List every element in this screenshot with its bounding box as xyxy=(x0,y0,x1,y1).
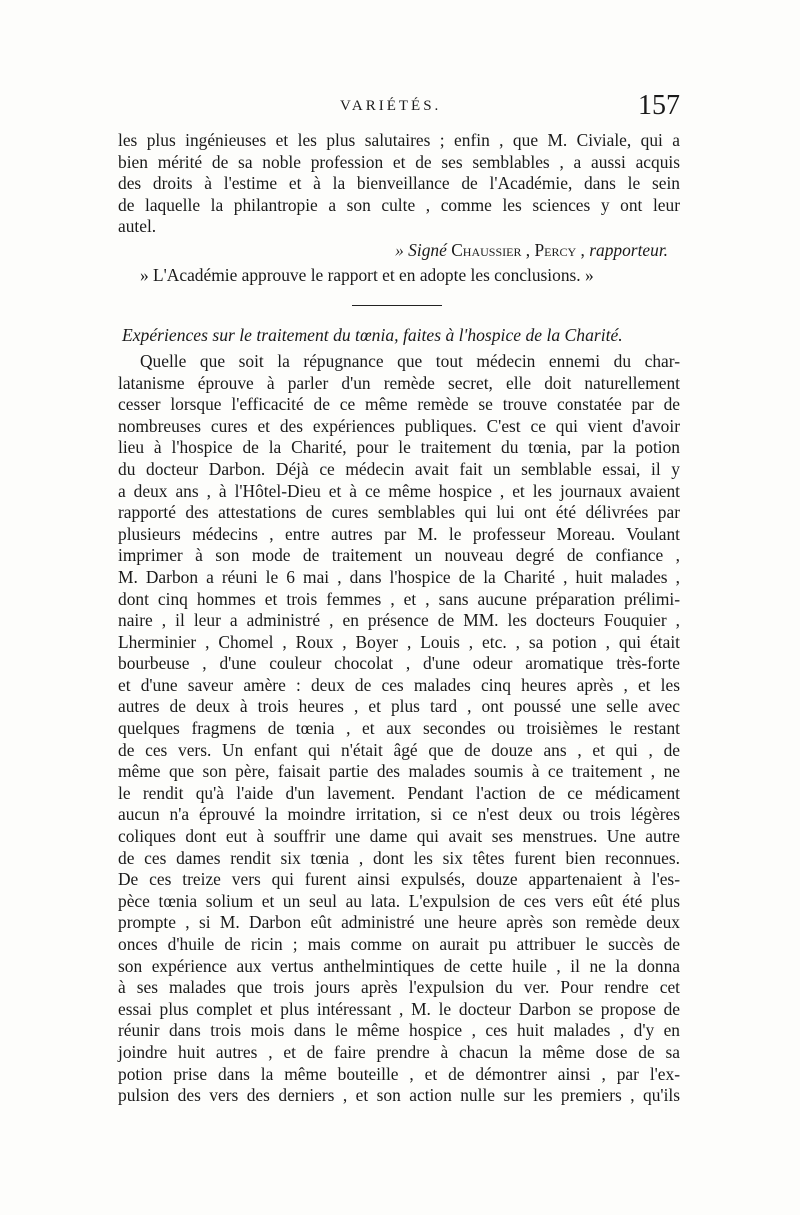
text-line: bourbeuse , d'une couleur chocolat , d'une odeur aromatique très-forte xyxy=(118,653,680,674)
text-line: imprimer à son mode de traitement un nouveau degré de confiance , xyxy=(118,545,680,566)
text-block xyxy=(118,90,680,1107)
text-line: De ces treize vers qui furent ainsi expulsés, douze appartenaient à l'es- xyxy=(118,869,680,890)
approval-statement: » L'Académie approuve le rapport et en adopte les conclusions. » xyxy=(140,264,594,285)
section-heading: Expériences sur le traitement du tœnia, faites à l'hospice de la Charité. xyxy=(122,324,623,345)
text-line: Lherminier , Chomel , Roux , Boyer , Louis , etc. , sa potion , qui était xyxy=(118,631,680,652)
text-line: réunir dans trois mois dans le même hospice , ces huit malades , d'y en xyxy=(118,1020,680,1041)
page-number: 157 xyxy=(638,90,680,121)
text-line: à ses malades que trois jours après l'expulsion du ver. Pour rendre cet xyxy=(118,977,680,998)
text-line: dont cinq hommes et trois femmes , et , sans aucune préparation prélimi- xyxy=(118,588,680,609)
text-line: autres de deux à trois heures , et plus tard , ont poussé une selle avec xyxy=(118,696,680,717)
text-line: joindre huit autres , et de faire prendre à chacun la même dose de sa xyxy=(118,1041,680,1062)
text-line: cesser lorsque l'efficacité de ce même remède se trouve constatée par de xyxy=(118,394,680,415)
text-line: de laquelle la philantropie a son culte , comme les sciences y ont leur xyxy=(118,194,680,215)
section-divider xyxy=(352,305,442,306)
text-line: M. Darbon a réuni le 6 mai , dans l'hospice de la Charité , huit malades , xyxy=(118,566,680,587)
text-line: bien mérité de sa noble profession et de ses semblables , a aussi acquis xyxy=(118,151,680,172)
signature-signe: » Signé xyxy=(395,239,447,260)
text-line: lieu à l'hospice de la Charité, pour le traitement du tœnia, par la potion xyxy=(118,437,680,458)
text-line: naire , il leur a administré , en présence de MM. les docteurs Fouquier , xyxy=(118,610,680,631)
text-line: potion prise dans la même bouteille , et de démontrer ainsi , par l'ex- xyxy=(118,1063,680,1084)
text-line: onces d'huile de ricin ; mais comme on aurait pu attribuer le succès de xyxy=(118,934,680,954)
text-line: rapporté des attestations de cures semblables qui lui ont été délivrées par xyxy=(118,502,680,523)
text-line: son expérience aux vertus anthelmintiques de cette huile , il ne la donna xyxy=(118,955,680,976)
text-line: Quelle que soit la répugnance que tout médecin ennemi du char- xyxy=(140,350,680,371)
text-line: les plus ingénieuses et les plus salutaires ; enfin , que M. Civiale, qui a xyxy=(118,130,680,150)
text-line: et d'une saveur amère : deux de ces malades cinq heures après , et les xyxy=(118,674,680,695)
text-line: latanisme éprouve à parler d'un remède secret, elle doit naturellement xyxy=(118,372,680,393)
text-line: aucun n'a éprouvé la moindre irritation, si ce n'est deux ou trois légères xyxy=(118,804,680,825)
signature-rapporteur: rapporteur. xyxy=(589,239,668,260)
text-line: essai plus complet et plus intéressant , M. le docteur Darbon se propose de xyxy=(118,998,680,1019)
text-line: coliques dont eut à souffrir une dame qui avait ses menstrues. Une autre xyxy=(118,826,680,847)
text-line: du docteur Darbon. Déjà ce médecin avait fait un semblable essai, il y xyxy=(118,458,680,479)
running-head xyxy=(118,90,680,130)
text-line: quelques fragmens de tœnia , et aux secondes ou troisièmes le restant xyxy=(118,718,680,739)
signature-line xyxy=(118,238,680,262)
text-line: même que son père, faisait partie des malades soumis à ce traitement , ne xyxy=(118,761,680,782)
article-body xyxy=(118,351,680,1107)
running-head-title: VARIÉTÉS. xyxy=(340,98,442,114)
text-line: pulsion des vers des derniers , et son action nulle sur les premiers , qu'ils xyxy=(118,1085,680,1106)
continuation-paragraph xyxy=(118,130,680,238)
text-line: pèce tœnia solium et un seul au lata. L'expulsion de ces vers eût été plus xyxy=(118,890,680,911)
text-line: a deux ans , à l'Hôtel-Dieu et à ce même hospice , et les journaux avaient xyxy=(118,480,680,501)
text-line: plusieurs médecins , entre autres par M. le professeur Moreau. Voulant xyxy=(118,523,680,544)
signature-authors: Chaussier , Percy , xyxy=(451,239,585,260)
text-line: prompte , si M. Darbon eût administré une heure après son remède deux xyxy=(118,912,680,933)
text-line: de ces dames rendit six tœnia , dont les six têtes furent bien reconnues. xyxy=(118,847,680,868)
text-line: des droits à l'estime et à la bienveillance de l'Académie, dans le sein xyxy=(118,173,680,194)
text-line: le rendit qu'à l'aide d'un lavement. Pendant l'action de ce médicament xyxy=(118,782,680,803)
text-line: de ces vers. Un enfant qui n'était âgé que de douze ans , et qui , de xyxy=(118,739,680,760)
text-line: nombreuses cures et des expériences publiques. C'est ce qui vient d'avoir xyxy=(118,415,680,436)
text-line: autel. xyxy=(118,216,157,237)
